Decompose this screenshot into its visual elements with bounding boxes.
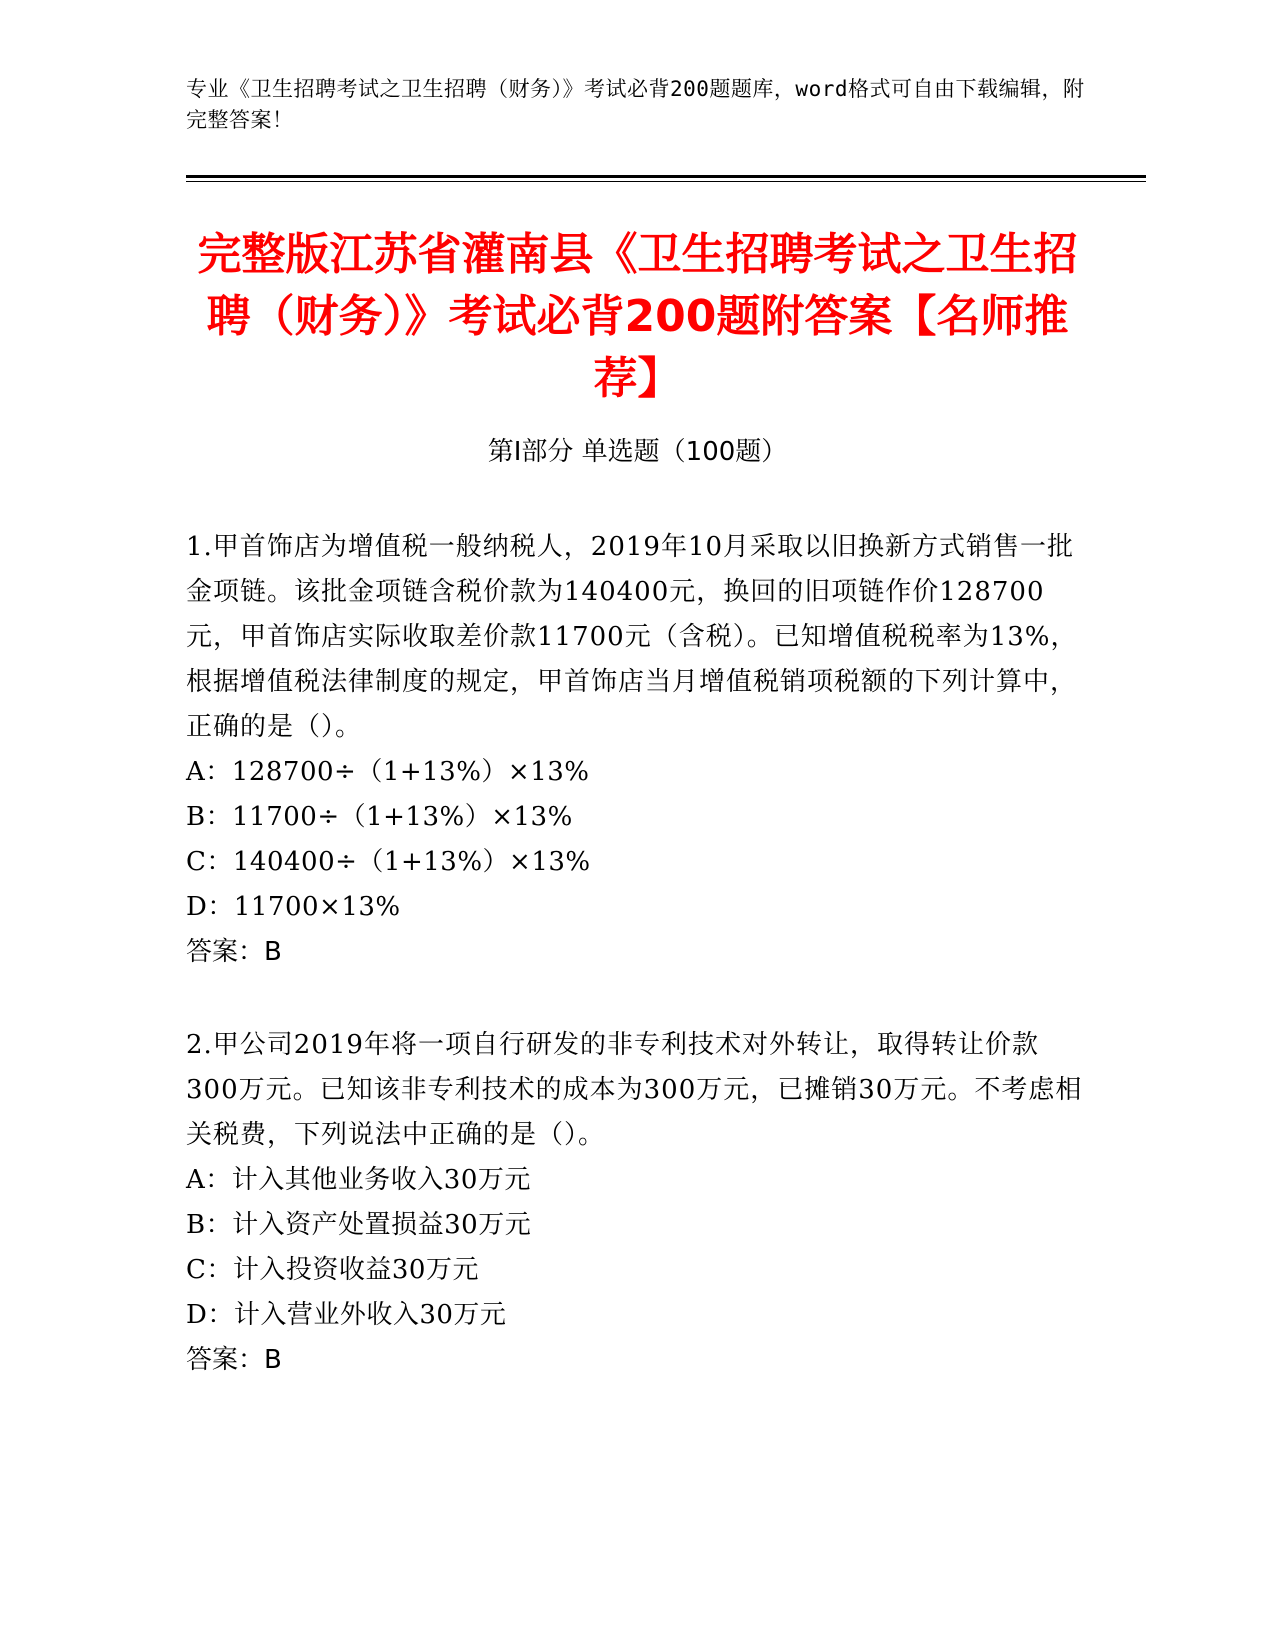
option-a: A：计入其他业务收入30万元	[186, 1165, 531, 1195]
header-divider-thick	[186, 175, 1146, 178]
question-stem: 1.甲首饰店为增值税一般纳税人，2019年10月采取以旧换新方式销售一批金项链。该批金项链含税价款为140400元，换回的旧项链作价128700元，甲首饰店实际收取差价款11700元（含税）。已知增值税税率为13%，根据增值税法律制度的规定，甲首饰店当月增值税销项税额的下列计算中，正确的是（）。	[186, 532, 1078, 742]
option-b: B：计入资产处置损益30万元	[186, 1210, 532, 1240]
option-b: B：11700÷（1+13%）×13%	[186, 802, 573, 832]
question-2	[186, 1023, 1086, 1382]
option-c: C：计入投资收益30万元	[186, 1255, 479, 1285]
option-d: D：11700×13%	[186, 892, 401, 922]
question-1	[186, 525, 1086, 974]
option-a: A：128700÷（1+13%）×13%	[186, 757, 590, 787]
option-d: D：计入营业外收入30万元	[186, 1300, 507, 1330]
option-c: C：140400÷（1+13%）×13%	[186, 847, 591, 877]
header-note: 专业《卫生招聘考试之卫生招聘（财务）》考试必背200题题库，word格式可自由下载编辑，附完整答案！	[186, 77, 1085, 132]
answer: 答案：B	[186, 1345, 282, 1375]
section-heading: 第Ⅰ部分 单选题（100题）	[487, 437, 788, 467]
header-divider-thin	[186, 181, 1146, 182]
question-stem: 2.甲公司2019年将一项自行研发的非专利技术对外转让，取得转让价款300万元。已知该非专利技术的成本为300万元，已摊销30万元。不考虑相关税费，下列说法中正确的是（）。	[186, 1030, 1083, 1150]
answer: 答案：B	[186, 937, 282, 967]
document-title: 完整版江苏省灌南县《卫生招聘考试之卫生招聘（财务）》考试必背200题附答案【名师推荐】	[197, 229, 1078, 404]
